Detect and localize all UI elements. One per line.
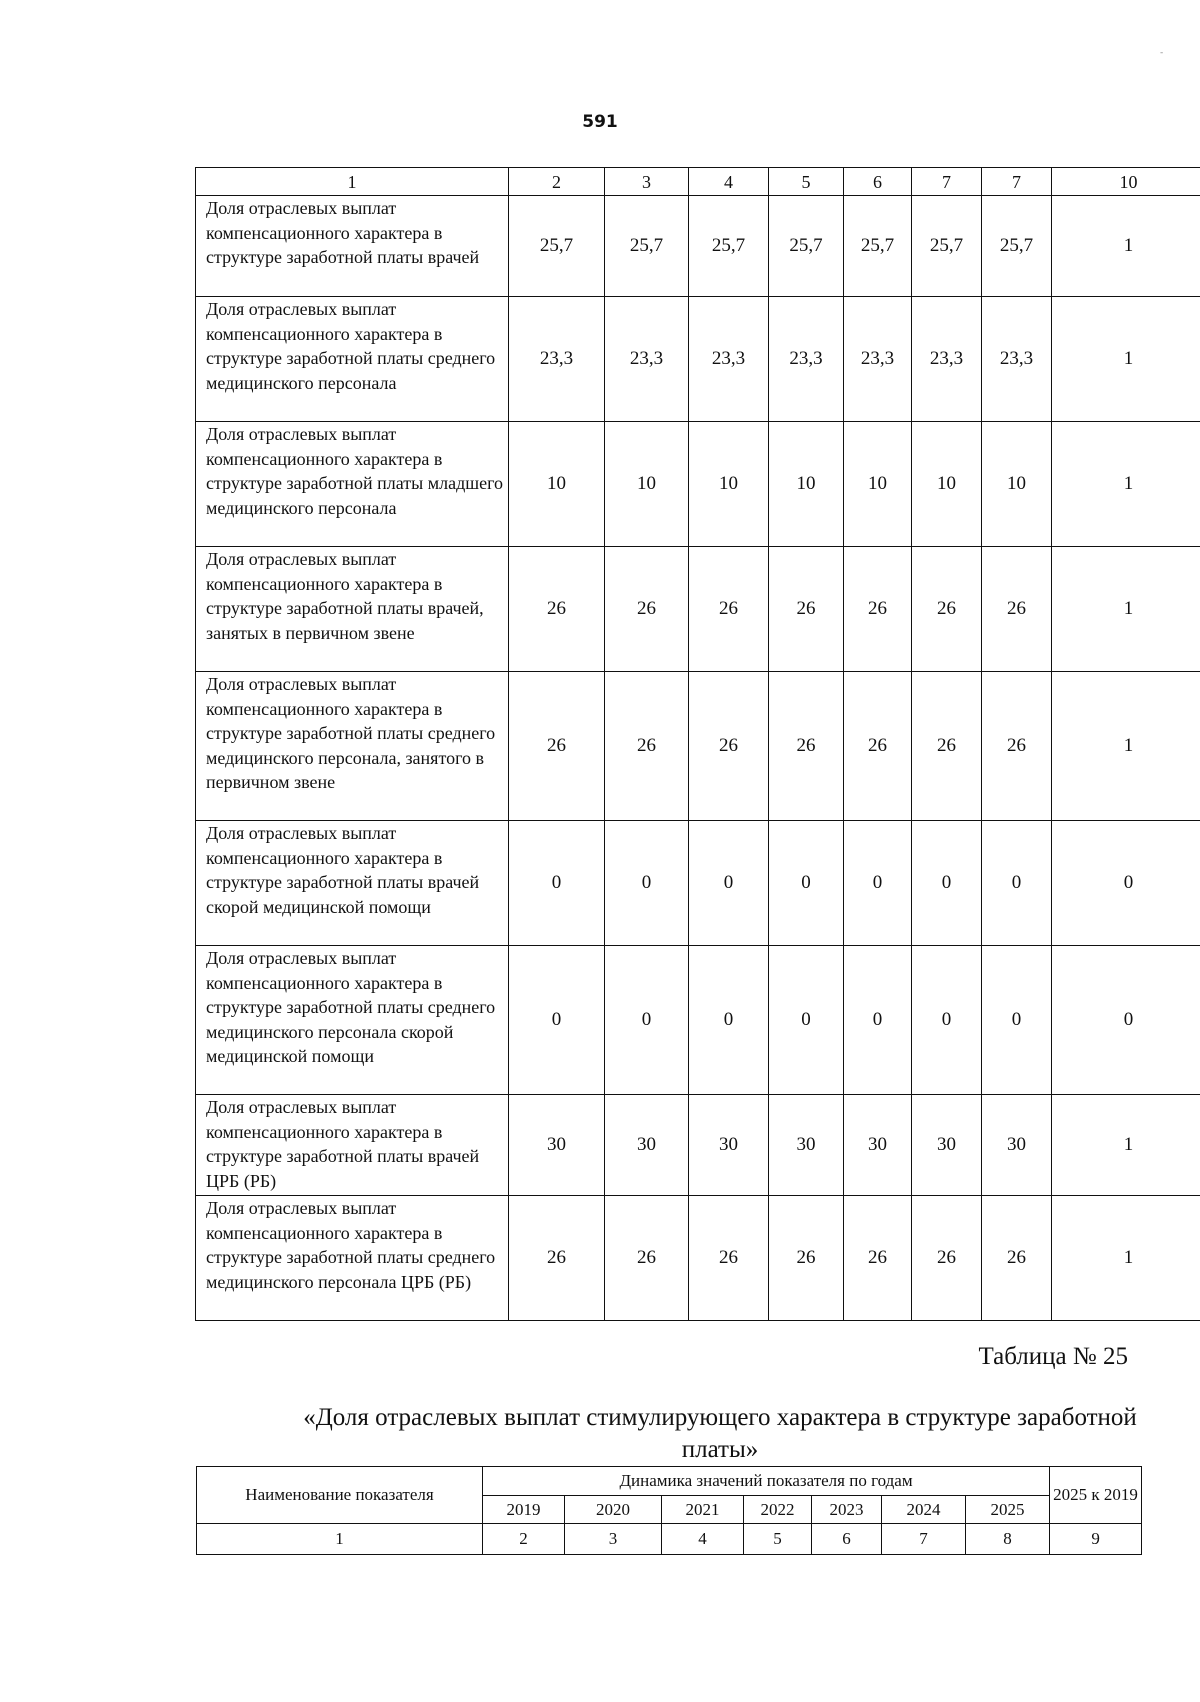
indicator-value: 26 (509, 1196, 605, 1321)
table-title: «Доля отраслевых выплат стимулирующего характера в структуре заработной платы» (303, 1404, 1137, 1463)
indicator-value: 26 (982, 547, 1052, 672)
year-header: 2023 (812, 1496, 882, 1524)
indicator-value: 0 (912, 821, 982, 946)
year-header: 2022 (744, 1496, 812, 1524)
indicator-value: 26 (605, 1196, 689, 1321)
indicator-value: 0 (509, 946, 605, 1095)
indicator-value: 25,7 (844, 196, 912, 297)
indicator-value: 26 (689, 672, 769, 821)
indicator-value: 10 (769, 422, 844, 547)
indicator-value: 1 (1052, 1196, 1200, 1321)
column-number: 4 (689, 168, 769, 196)
indicator-value: 26 (912, 1196, 982, 1321)
indicator-value: 1 (1052, 547, 1200, 672)
indicator-value: 26 (844, 547, 912, 672)
indicator-name: Доля отраслевых выплат компенсационного характера в структуре заработной платы врачей, занятых в первичном звене (196, 547, 509, 672)
indicator-value: 0 (689, 946, 769, 1095)
indicator-value: 26 (912, 672, 982, 821)
indicator-value: 26 (912, 547, 982, 672)
indicator-name: Доля отраслевых выплат компенсационного характера в структуре заработной платы младшего медицинского персонала (196, 422, 509, 547)
indicator-value: 26 (509, 547, 605, 672)
column-number: 10 (1052, 168, 1200, 196)
indicator-value: 26 (982, 1196, 1052, 1321)
indicator-value: 30 (912, 1095, 982, 1196)
indicator-value: 26 (769, 1196, 844, 1321)
ratio-header: 2025 к 2019 (1050, 1467, 1142, 1524)
column-number: 9 (1050, 1524, 1142, 1555)
indicator-value: 0 (1052, 946, 1200, 1095)
year-header: 2019 (483, 1496, 565, 1524)
indicator-name: Доля отраслевых выплат компенсационного характера в структуре заработной платы среднего медицинского персонала скорой медицинской помощи (196, 946, 509, 1095)
indicator-name-header: Наименование показателя (197, 1467, 483, 1524)
indicator-value: 25,7 (509, 196, 605, 297)
table-row (196, 821, 1200, 946)
indicator-value: 0 (1052, 821, 1200, 946)
indicator-value: 25,7 (605, 196, 689, 297)
table-row (196, 422, 1200, 547)
indicator-value: 10 (605, 422, 689, 547)
column-number: 6 (844, 168, 912, 196)
indicator-value: 23,3 (844, 297, 912, 422)
indicator-name: Доля отраслевых выплат компенсационного характера в структуре заработной платы врачей ЦРБ (РБ) (196, 1095, 509, 1196)
indicator-value: 23,3 (509, 297, 605, 422)
table-row (196, 1196, 1200, 1321)
indicator-value: 26 (844, 672, 912, 821)
column-number: 3 (605, 168, 689, 196)
indicator-value: 25,7 (982, 196, 1052, 297)
year-header: 2020 (565, 1496, 662, 1524)
page-number: 591 (582, 112, 618, 132)
indicator-value: 10 (509, 422, 605, 547)
indicator-value: 26 (605, 547, 689, 672)
table-row (196, 946, 1200, 1095)
indicator-value: 30 (844, 1095, 912, 1196)
indicator-value: 10 (982, 422, 1052, 547)
indicator-value: 1 (1052, 672, 1200, 821)
indicator-value: 1 (1052, 297, 1200, 422)
column-number-row (196, 168, 1200, 196)
indicator-value: 10 (689, 422, 769, 547)
column-number: 7 (882, 1524, 966, 1555)
indicator-value: 25,7 (912, 196, 982, 297)
indicator-value: 26 (689, 1196, 769, 1321)
indicator-value: 26 (605, 672, 689, 821)
indicator-value: 26 (509, 672, 605, 821)
indicator-value: 30 (605, 1095, 689, 1196)
indicator-value: 26 (982, 672, 1052, 821)
table-row (196, 547, 1200, 672)
year-header: 2021 (662, 1496, 744, 1524)
column-number: 2 (483, 1524, 565, 1555)
dynamics-header: Динамика значений показателя по годам (483, 1467, 1050, 1496)
table-row (196, 1095, 1200, 1196)
indicator-value: 0 (689, 821, 769, 946)
indicator-value: 0 (912, 946, 982, 1095)
indicator-value: 23,3 (605, 297, 689, 422)
indicator-value: 23,3 (912, 297, 982, 422)
indicator-value: 26 (689, 547, 769, 672)
year-header: 2024 (882, 1496, 966, 1524)
indicator-name: Доля отраслевых выплат компенсационного характера в структуре заработной платы врачей скорой медицинской помощи (196, 821, 509, 946)
indicator-value: 30 (689, 1095, 769, 1196)
column-number: 2 (509, 168, 605, 196)
column-number: 4 (662, 1524, 744, 1555)
indicator-value: 26 (769, 672, 844, 821)
column-number: 5 (744, 1524, 812, 1555)
indicator-value: 23,3 (689, 297, 769, 422)
indicator-name: Доля отраслевых выплат компенсационного характера в структуре заработной платы врачей (196, 196, 509, 297)
scan-speck: - (1160, 48, 1164, 58)
indicator-value: 25,7 (769, 196, 844, 297)
column-number: 7 (912, 168, 982, 196)
indicator-name: Доля отраслевых выплат компенсационного характера в структуре заработной платы среднего медицинского персонала, занятого в первичном звене (196, 672, 509, 821)
table-caption: Таблица № 25 (978, 1343, 1128, 1370)
indicator-value: 1 (1052, 196, 1200, 297)
indicator-value: 30 (509, 1095, 605, 1196)
table-row (196, 196, 1200, 297)
indicator-value: 0 (844, 946, 912, 1095)
column-number: 1 (196, 168, 509, 196)
indicator-value: 30 (769, 1095, 844, 1196)
indicator-value: 0 (509, 821, 605, 946)
column-number: 3 (565, 1524, 662, 1555)
year-header: 2025 (966, 1496, 1050, 1524)
column-number: 8 (966, 1524, 1050, 1555)
indicator-value: 1 (1052, 422, 1200, 547)
indicator-value: 0 (982, 821, 1052, 946)
indicator-value: 1 (1052, 1095, 1200, 1196)
indicator-value: 0 (769, 821, 844, 946)
indicator-value: 0 (605, 821, 689, 946)
header-row (197, 1467, 1142, 1496)
column-number-row (197, 1524, 1142, 1555)
indicator-value: 0 (605, 946, 689, 1095)
compensation-share-table (195, 167, 1200, 1321)
indicator-value: 30 (982, 1095, 1052, 1196)
stimulating-share-table (196, 1466, 1142, 1555)
column-number: 1 (197, 1524, 483, 1555)
column-number: 5 (769, 168, 844, 196)
table-row (196, 297, 1200, 422)
indicator-value: 26 (769, 547, 844, 672)
column-number: 7 (982, 168, 1052, 196)
indicator-value: 0 (982, 946, 1052, 1095)
table-row (196, 672, 1200, 821)
indicator-value: 0 (769, 946, 844, 1095)
indicator-value: 23,3 (769, 297, 844, 422)
indicator-value: 10 (844, 422, 912, 547)
indicator-value: 25,7 (689, 196, 769, 297)
indicator-value: 23,3 (982, 297, 1052, 422)
column-number: 6 (812, 1524, 882, 1555)
indicator-name: Доля отраслевых выплат компенсационного характера в структуре заработной платы среднего медицинского персонала (196, 297, 509, 422)
indicator-value: 26 (844, 1196, 912, 1321)
indicator-value: 0 (844, 821, 912, 946)
indicator-name: Доля отраслевых выплат компенсационного характера в структуре заработной платы среднего медицинского персонала ЦРБ (РБ) (196, 1196, 509, 1321)
indicator-value: 10 (912, 422, 982, 547)
